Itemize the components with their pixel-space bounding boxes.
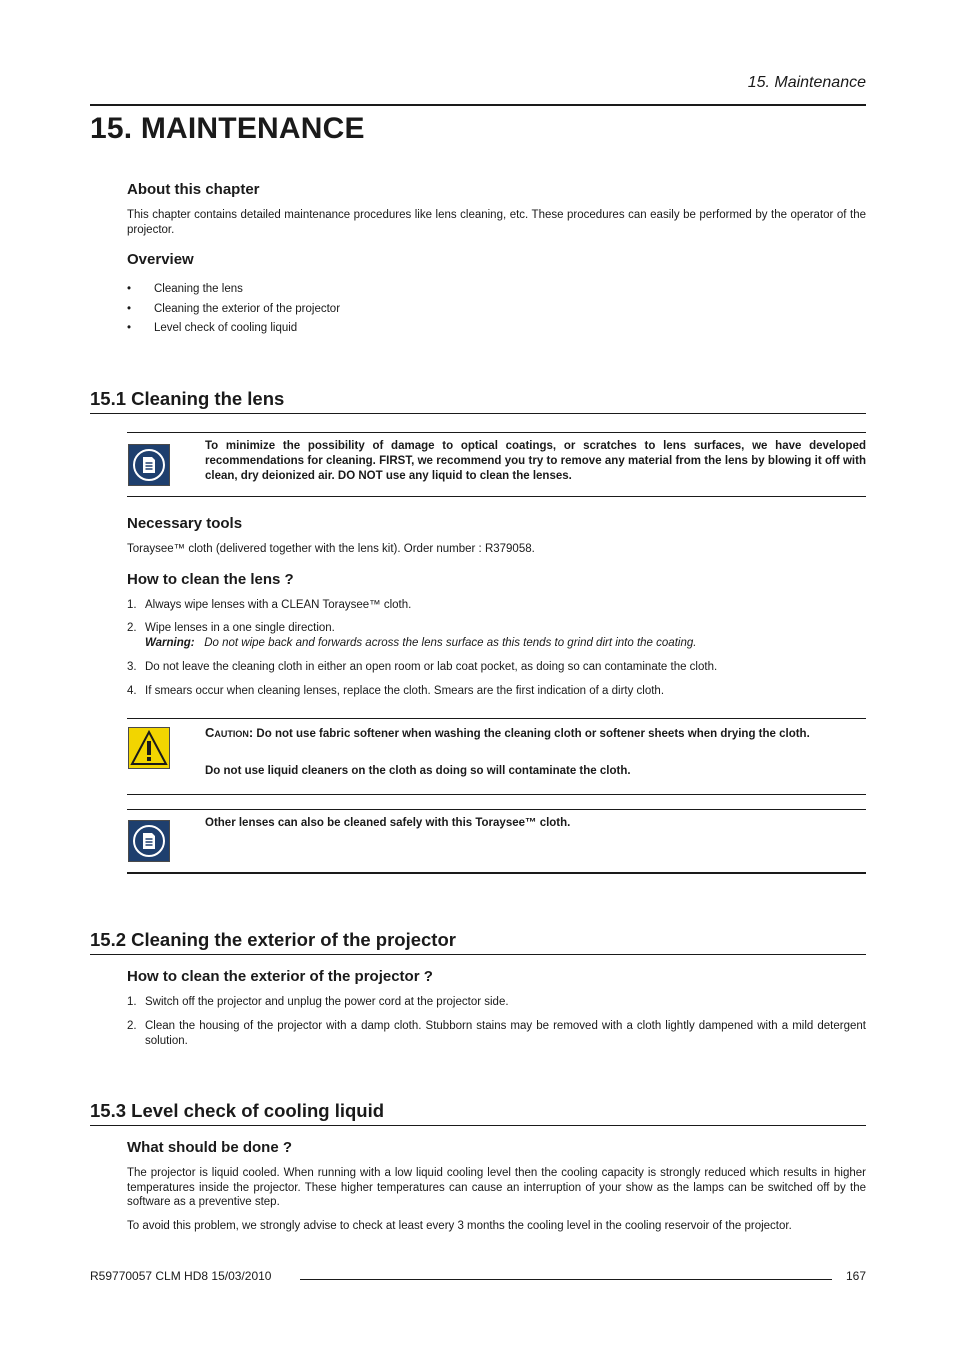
tools-heading: Necessary tools — [127, 515, 243, 532]
overview-heading: Overview — [127, 251, 194, 268]
note-rule — [127, 809, 866, 810]
footer-rule — [300, 1279, 832, 1280]
step-item: 4. If smears occur when cleaning lenses, replace the cloth. Smears are the first indication of a dirty cloth. — [127, 685, 665, 697]
warning-note: Warning: Do not wipe back and forwards across the lens surface as this tends to grind dirt into the coating. — [145, 636, 697, 649]
tools-text: Toraysee™ cloth (delivered together with the lens kit). Order number : R379058. — [127, 543, 535, 555]
note-icon — [128, 820, 170, 862]
running-header: 15. Maintenance — [747, 74, 866, 91]
section-title: 15.1 Cleaning the lens — [90, 388, 285, 409]
how-heading: How to clean the exterior of the projector ? — [127, 968, 433, 985]
footer-doc-id: R59770057 CLM HD8 15/03/2010 — [90, 1269, 272, 1283]
caution-text: Do not use liquid cleaners on the cloth as doing so will contaminate the cloth. — [205, 765, 631, 777]
about-heading: About this chapter — [127, 181, 260, 198]
paragraph: The projector is liquid cooled. When running with a low liquid cooling level then the cooling capacity is strongly reduced which results in higher temperatures inside the projector. These higher temperatures can cause an interruption of your show as the lamps can be switched off by the software as a preventive step. — [127, 1167, 866, 1208]
caution-icon — [128, 727, 170, 769]
list-item: • Cleaning the exterior of the projector — [127, 302, 341, 315]
section-rule — [90, 954, 866, 955]
note-text: Other lenses can also be cleaned safely with this Toraysee™ cloth. — [205, 817, 571, 829]
about-text: This chapter contains detailed maintenance procedures like lens cleaning, etc. These procedures can easily be performed by the operator of the projector. — [127, 209, 866, 236]
note-rule — [127, 432, 866, 433]
how-heading: How to clean the lens ? — [127, 571, 294, 588]
paragraph: To avoid this problem, we strongly advise to check at least every 3 months the cooling level in the cooling reservoir of the projector. — [127, 1220, 792, 1232]
step-item: 1. Switch off the projector and unplug the power cord at the projector side. — [127, 996, 509, 1008]
header-rule — [90, 104, 866, 106]
section-title: 15.3 Level check of cooling liquid — [90, 1100, 385, 1121]
caution-rule — [127, 718, 866, 719]
what-heading: What should be done ? — [127, 1139, 292, 1156]
chapter-title: 15. MAINTENANCE — [90, 112, 365, 145]
step-item: 2. Clean the housing of the projector with a damp cloth. Stubborn stains may be removed with a cloth lightly dampened with a mild detergent solution. — [127, 1020, 866, 1047]
page-number: 167 — [845, 1269, 866, 1283]
note-icon — [128, 444, 170, 486]
overview-list — [127, 282, 727, 341]
section-rule — [90, 413, 866, 414]
list-item: • Level check of cooling liquid — [127, 322, 298, 334]
note-rule — [127, 496, 866, 497]
section-title: 15.2 Cleaning the exterior of the projector — [90, 929, 456, 950]
note-rule — [127, 872, 866, 874]
section-rule — [90, 1125, 866, 1126]
list-item: • Cleaning the lens — [127, 283, 243, 295]
caution-rule — [127, 794, 866, 795]
step-item: 3. Do not leave the cleaning cloth in either an open room or lab coat pocket, as doing so can contaminate the cloth. — [127, 661, 718, 673]
step-item: 2. Wipe lenses in a one single direction. Warning: Do not wipe back and forwards across the lens surface as this tends to grind dirt into the coating. — [127, 621, 866, 650]
step-item: 1. Always wipe lenses with a CLEAN Toraysee™ cloth. — [127, 599, 412, 611]
caution-text: Caution: Do not use fabric softener when washing the cleaning cloth or softener sheets when drying the cloth. — [205, 725, 810, 740]
note-text: To minimize the possibility of damage to optical coatings, or scratches to lens surfaces, we have developed recommendations for cleaning. FIRST, we recommend you try to remove any material from the lens by blowing it off with clean, dry deionized air. DO NOT use any liquid to clean the lenses. — [205, 440, 866, 482]
